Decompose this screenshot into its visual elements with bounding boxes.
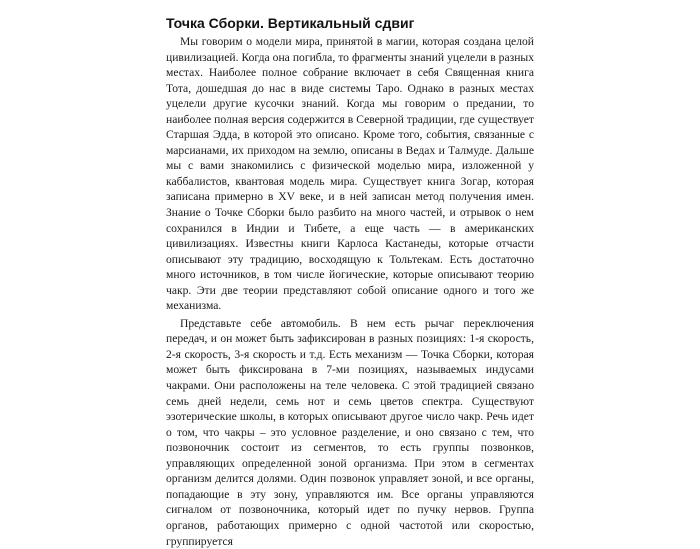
paragraph-2: Представьте себе автомобиль. В нем есть рычаг переключения передач, и он может быть зафиксирован в разных позициях: 1-я скорость, 2-я скорость, 3-я скорость и т.д. Есть механизм — Точка Сборки, которая может быть фиксирована в 7-ми позициях, называемых индусами чакрами. Они расположены на теле человека. С этой традицией связано семь дней недели, семь нот и семь цветов спектра. Существуют эзотерические школы, в которых описывают другое число чакр. Речь идет о том, что чакры – это условное разделение, и оно связано с тем, что позвоночник состоит из сегментов, то есть группы позвонков, управляющих определенной зоной организма. При этом в сегментах организм делится долями. Один позвонок управляет зоной, и все органы, попадающие в эту зону, управляются им. Все органы управляются сигналом от позвоночника, который идет по пучку нервов. Группа органов, работающих примерно с одной частотой или скоростью, группируется	[166, 316, 534, 548]
book-page	[166, 15, 534, 549]
paragraph-1: Мы говорим о модели мира, принятой в магии, которая создана целой цивилизацией. Когда она погибла, то фрагменты знаний уцелели в разных местах. Наиболее полное собрание включает в себя Священная книга Тота, дошедшая до нас в виде системы Таро. Однако в разных местах уцелели другие кусочки знаний. Когда мы говорим о предании, то наиболее полная версия содержится в Северной традиции, где существует Старшая Эдда, в которой это описано. Кроме того, события, связанные с марсианами, их приходом на землю, описаны в Ведах и Талмуде. Дальше мы с вами знакомились с физической моделью мира, изложенной у каббалистов, квантовая модель мира. Существует книга Зогар, которая записана примерно в XV веке, и в ней записан метод получения имен. Знание о Точке Сборки было разбито на много частей, и отрывок о нем сохранился в Индии и Тибете, а еще часть — в американских цивилизациях. Известны книги Карлоса Кастанеды, которые отчасти описывают эту традицию, восходящую к Тольтекам. Есть достаточно много источников, в том числе йогические, которые описывают теорию чакр. Эти две теории представляют собой описание одного и того же механизма.	[166, 35, 534, 313]
chapter-title: Точка Сборки. Вертикальный сдвиг	[166, 15, 415, 31]
